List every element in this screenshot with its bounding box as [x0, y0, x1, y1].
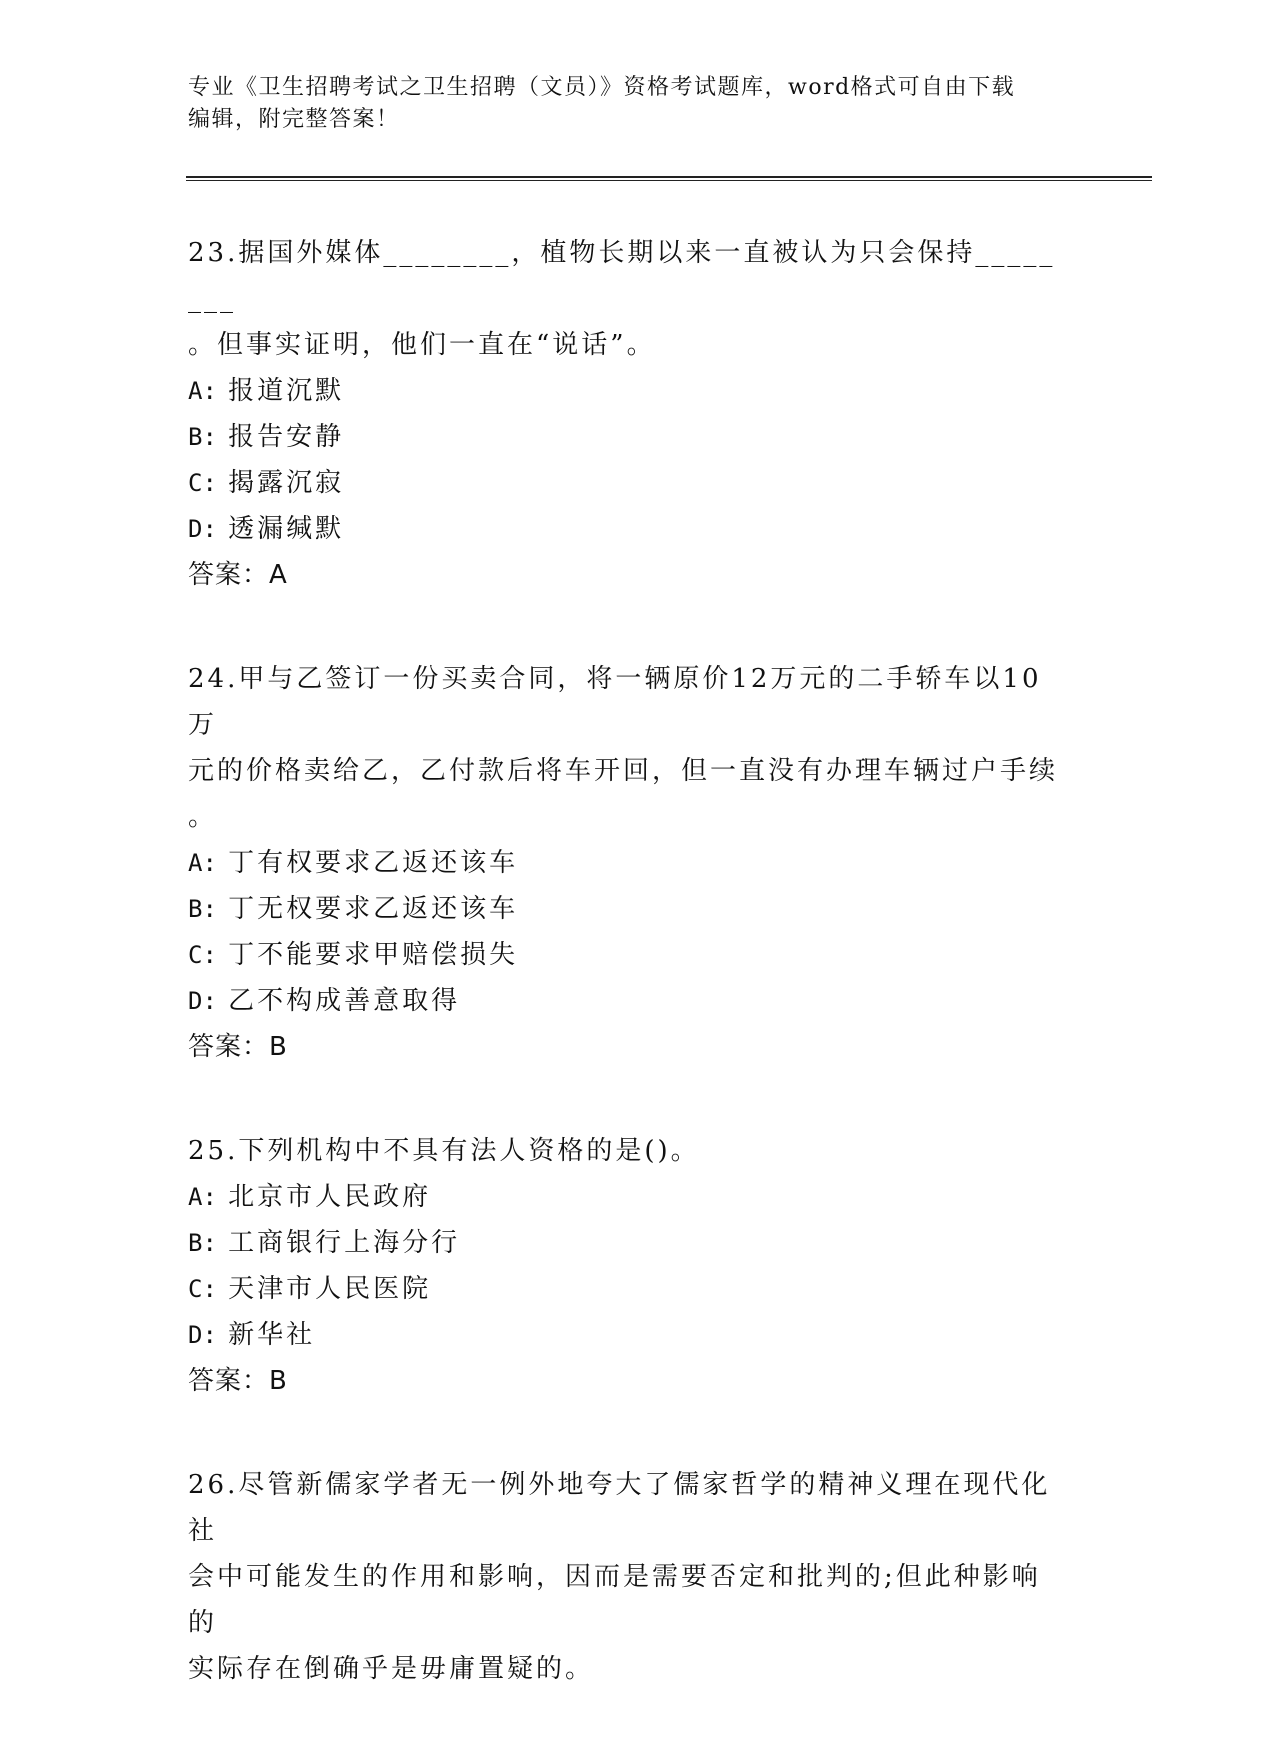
question-23: [188, 230, 1088, 598]
header-line-1: 专业《卫生招聘考试之卫生招聘（文员）》资格考试题库，word格式可自由下载: [188, 75, 1016, 100]
question-24: [188, 656, 1088, 1070]
option-text: 工商银行上海分行: [228, 1228, 461, 1258]
question-stem-line: 实际存在倒确乎是毋庸置疑的。: [188, 1654, 595, 1684]
option-letter: B:: [188, 423, 217, 451]
option-text: 丁有权要求乙返还该车: [228, 848, 519, 878]
question-list: [188, 230, 1088, 1750]
option-letter: B:: [188, 895, 217, 923]
answer-line: 答案：B: [188, 1366, 288, 1396]
document-header: [188, 72, 1088, 136]
option-letter: D:: [188, 1321, 217, 1349]
option-letter: D:: [188, 987, 217, 1015]
question-stem-line: 26.尽管新儒家学者无一例外地夸大了儒家哲学的精神义理在现代化社: [188, 1470, 1051, 1546]
option-d: [188, 978, 1088, 1024]
option-text: 透漏缄默: [228, 514, 345, 544]
question-stem-line: 会中可能发生的作用和影响，因而是需要否定和批判的;但此种影响的: [188, 1562, 1041, 1638]
option-c: [188, 932, 1088, 978]
header-line-2: 编辑，附完整答案！: [188, 107, 400, 132]
option-text: 乙不构成善意取得: [228, 986, 461, 1016]
option-text: 天津市人民医院: [228, 1274, 432, 1304]
question-stem-line: 。但事实证明，他们一直在“说话”。: [188, 330, 656, 360]
option-letter: B:: [188, 1229, 217, 1257]
option-letter: A:: [188, 849, 217, 877]
option-b: [188, 414, 1088, 460]
option-b: [188, 1220, 1088, 1266]
option-c: [188, 1266, 1088, 1312]
option-c: [188, 460, 1088, 506]
option-text: 报道沉默: [228, 376, 345, 406]
question-stem-line: 元的价格卖给乙，乙付款后将车开回，但一直没有办理车辆过户手续: [188, 756, 1059, 786]
header-divider: [186, 176, 1152, 181]
option-d: [188, 506, 1088, 552]
option-letter: A:: [188, 1183, 217, 1211]
option-text: 新华社: [228, 1320, 316, 1350]
option-a: [188, 368, 1088, 414]
option-letter: A:: [188, 377, 217, 405]
option-text: 丁不能要求甲赔偿损失: [228, 940, 519, 970]
option-letter: D:: [188, 515, 217, 543]
answer-line: 答案：A: [188, 560, 288, 590]
question-stem-line: 。: [188, 802, 218, 832]
option-text: 揭露沉寂: [228, 468, 345, 498]
answer-line: 答案：B: [188, 1032, 288, 1062]
option-b: [188, 886, 1088, 932]
option-text: 丁无权要求乙返还该车: [228, 894, 519, 924]
option-letter: C:: [188, 1275, 217, 1303]
option-text: 报告安静: [228, 422, 345, 452]
option-text: 北京市人民政府: [228, 1182, 432, 1212]
option-a: [188, 840, 1088, 886]
option-a: [188, 1174, 1088, 1220]
question-26: [188, 1462, 1088, 1692]
question-stem-line: 25.下列机构中不具有法人资格的是()。: [188, 1136, 700, 1166]
option-letter: C:: [188, 469, 217, 497]
option-d: [188, 1312, 1088, 1358]
question-stem-line: 23.据国外媒体________，植物长期以来一直被认为只会保持________: [188, 238, 1056, 314]
option-letter: C:: [188, 941, 217, 969]
question-25: [188, 1128, 1088, 1404]
question-stem-line: 24.甲与乙签订一份买卖合同，将一辆原价12万元的二手轿车以10万: [188, 664, 1042, 740]
